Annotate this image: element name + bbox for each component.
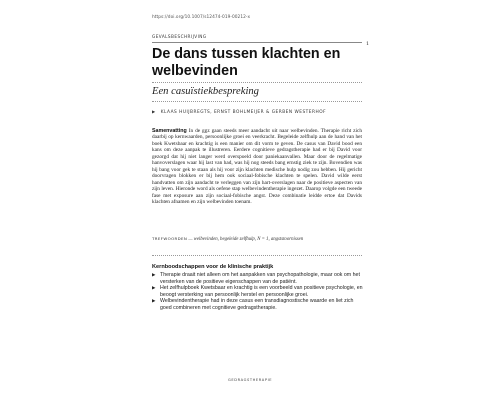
section-label: GEVALSBESCHRIJVING [152, 34, 207, 39]
doi-link[interactable]: https://doi.org/10.1007/s12474-019-00212-x [152, 15, 251, 20]
page-number: 1 [366, 41, 370, 47]
author-line [152, 109, 326, 115]
top-rule [152, 42, 362, 43]
article-title: De dans tussen klachten en welbevinden [152, 46, 341, 79]
keywords-dash: — [188, 236, 194, 241]
key-messages-list [152, 272, 364, 311]
list-item-text: Therapie draait niet alleen om het aanpakken van psychopathologie, maar ook om het versterken van de positieve eigenschappen van de patiënt. [160, 272, 360, 285]
triangle-bullet-icon: ▶ [152, 298, 156, 303]
list-item [152, 272, 364, 285]
list-item [152, 285, 364, 298]
triangle-bullet-icon: ▶ [152, 285, 156, 290]
summary-paragraph [152, 128, 362, 205]
keywords-divider [152, 255, 362, 256]
list-item [152, 298, 364, 311]
keywords-label: TREFWOORDEN [152, 236, 188, 241]
keywords-text: welbevinden, begeleide zelfhulp, N = 1, angststoornissen [193, 237, 304, 242]
list-item-text: Welbevindentherapie had in deze casus een transdiagnostische waarde en liet zich goed combineren met cognitieve gedragstherapie. [160, 298, 354, 311]
list-item-text: Het zelfhulpboek Kwetsbaar en krachtig is een voorbeeld van positieve psychologie, en beoogt versterking van persoonlijk herstel en persoonlijke groei. [160, 285, 363, 298]
article-subtitle: Een casuïstiekbespreking [152, 86, 259, 97]
triangle-bullet-icon: ▶ [152, 272, 156, 277]
key-messages-title: Kernboodschappen voor de klinische praktijk [152, 264, 274, 270]
journal-footer: GEDRAGSTHERAPIE [228, 378, 273, 382]
title-divider [152, 82, 362, 83]
triangle-bullet-icon: ▶ [152, 109, 156, 114]
authors-text: KLAAS HUIJBREGTS, ERNST BOHLMEIJER & GERBEN WESTERHOF [160, 110, 327, 115]
subtitle-divider [152, 101, 362, 102]
summary-label: Samenvatting [152, 128, 187, 134]
keywords-line [152, 236, 364, 242]
summary-text: In de ggz gaan steeds meer aandacht uit naar welbevinden. Therapie richt zich daarbij op kernwaarden, persoonlijke groei en veerkracht. Begeleide zelfhulp aan de hand van het boek Kwetsbaar en krachtig is een manier om dit vorm te geven. De casus van David bood een kans om deze aanpak te illustreren. Eerdere cognitieve gedragstherapie had er bij David voor gezorgd dat hij niet langer werd overspoeld door paniekaanvallen. Maar door de regelmatige hanvoverslagen waar hij last van had, was hij nog steeds bang ernstig ziek te zijn. Bovendien was hij bang voor gek te staan als hij voor zijn klachten medische hulp nodig zou hebben. Hij gericht doorvragen blokken er bij hem ook sociaal-fobische klachten te spelen. David wilde eerst handvatten om zijn aandacht te verleggen van zijn hart-overslagen naar de positieve aspecten van zijn leven. Hieronde word als oefene stap welbevindentherapie ingezet. Daarop volgde een tweede fase met exposure aan zijn sociaal-fobische angst. Deze combinatie leidde ertoe dat Davids klachten afnamen en zijn welbevinden toenam. [152, 128, 362, 205]
